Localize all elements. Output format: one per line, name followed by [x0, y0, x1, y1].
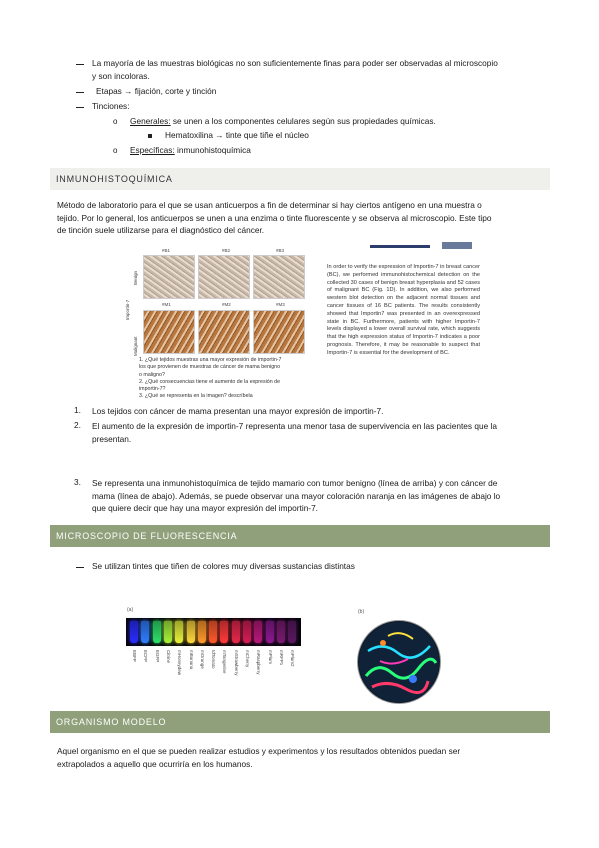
question-line: o maligno?: [139, 371, 165, 378]
answer-2: [92, 420, 544, 445]
answer-number: 2.: [74, 420, 81, 430]
modelo-line: extrapolados a aquello que ocurriría en los humanos.: [57, 758, 253, 769]
sub-hematoxilina: Hematoxilina → tinte que tiñe el núcleo: [165, 130, 309, 140]
fluorescent-vial: [254, 621, 262, 643]
sub-especificas: [130, 145, 251, 156]
vial-label: mPlum: [267, 650, 273, 665]
vial-label: ECFP: [143, 650, 149, 663]
fluorescent-vial: [277, 621, 285, 643]
vial-label: mHoneydew: [177, 650, 183, 676]
intro-line-3: Etapas → fijación, corte y tinción: [96, 86, 217, 96]
circle-bullet-icon: o: [113, 146, 118, 155]
ihc-tile-malignant-2: [198, 310, 250, 354]
sub-generales-text: se unen a los componentes celulares según sus propiedades químicas.: [170, 116, 436, 126]
dash-bullet-icon: [76, 567, 84, 568]
fig-b-label: (b): [358, 609, 365, 615]
fluorescent-vial: [164, 621, 172, 643]
answer-line: que quiere decir que hay una mayor expresión del importin-7.: [92, 503, 318, 513]
fluorescent-vial: [198, 621, 206, 643]
side-label-benign: Benign: [133, 270, 138, 285]
fluorescent-vial: [209, 621, 217, 643]
question-line: 1. ¿Qué tejidos muestras una mayor expresión de importin-7: [139, 357, 282, 363]
vial-label: mOrange: [199, 650, 205, 669]
section-title: ORGANISMO MODELO: [56, 717, 167, 727]
journal-logo-mark: [442, 242, 472, 249]
inmuno-paragraph: [57, 199, 547, 237]
vial-label: mRaspberry: [256, 650, 262, 675]
answer-line: mama (línea de abajo). Además, se puede observar una mayor coloración naranja en las imágenes de abajo lo: [92, 490, 501, 501]
modelo-paragraph: [57, 745, 547, 770]
answer-1: [92, 405, 544, 418]
modelo-line: Aquel organismo en el que se pueden realizar estudios y experimentos y los resultados obtenidos puedan ser: [57, 746, 461, 756]
section-header-fluor: [50, 525, 550, 547]
question-line: importin-7?: [139, 386, 166, 393]
intro-line-4: Tinciones:: [92, 101, 130, 111]
vial-label: mTangerine: [222, 650, 228, 674]
ihc-tile-malignant-1: [143, 310, 195, 354]
dash-bullet-icon: [76, 64, 84, 65]
intro-line-2: y son incoloras.: [92, 71, 150, 81]
sub-generales-label: Generales:: [130, 116, 171, 126]
fluorescent-vial: [187, 621, 195, 643]
fluorescent-vial: [232, 621, 240, 643]
vial-label: Citrine: [165, 650, 171, 664]
vial-label: tdTomato: [211, 650, 217, 669]
answer-line: El aumento de la expresión de importin-7 representa una menor tasa de supervivencia en las pacientes que la: [92, 421, 497, 431]
vial-label: mRFP1: [278, 650, 284, 666]
answer-line: presentan.: [92, 433, 132, 444]
answer-line: Los tejidos con cáncer de mama presentan una mayor expresión de importin-7.: [92, 406, 384, 416]
sub-especificas-text: inmunohistoquímica: [174, 145, 251, 155]
vial-label: mBanana: [188, 650, 194, 670]
fluorescent-vial: [141, 621, 149, 643]
tile-label: #M1: [162, 302, 171, 307]
square-bullet-icon: [148, 134, 152, 138]
fluorescent-vial: [220, 621, 228, 643]
dash-bullet-icon: [76, 107, 84, 108]
fluorescent-vial: [266, 621, 274, 643]
fluorescent-vial: [153, 621, 161, 643]
tile-label: #B3: [276, 248, 285, 253]
vial-label: mPlum2: [290, 650, 296, 667]
journal-logo-bar: [370, 245, 430, 248]
fluorescent-vial: [288, 621, 296, 643]
fluorescent-vial: [243, 621, 251, 643]
fluorescent-petri-dish-image: [357, 620, 441, 704]
figure-questions: [139, 357, 282, 401]
side-label-malignant: Malignant: [133, 336, 138, 356]
answer-number: 3.: [74, 477, 81, 487]
sub-especificas-label: Específicas:: [130, 145, 175, 155]
fluorescent-vials-image: [126, 618, 301, 646]
answer-number: 1.: [74, 405, 81, 415]
inmuno-line: Método de laboratorio para el que se usan anticuerpos a fin de determinar si hay ciertos antígeno en una muestra o: [57, 200, 482, 210]
question-line: 2. ¿Qué consecuencias tiene el aumento de la expresión de: [139, 378, 281, 385]
question-line: 3. ¿Qué se representa en la imagen? descríbela: [139, 393, 253, 400]
section-header-modelo: [50, 711, 550, 733]
ihc-tile-benign-3: [253, 255, 305, 299]
fluor-bullet: Se utilizan tintes que tiñen de colores muy diversas sustancias distintas: [92, 561, 355, 571]
fluorescent-vial: [175, 621, 183, 643]
dash-bullet-icon: [76, 92, 84, 93]
answer-line: Se representa una inmunohistoquímica de tejido mamario con tumor benigno (línea de arriba) y con cáncer de: [92, 478, 498, 488]
answer-3: [92, 477, 544, 515]
vial-label: EBFP: [132, 650, 137, 662]
fluorescent-vial: [130, 621, 138, 643]
vial-label: mCherry: [245, 650, 250, 668]
section-header-inmuno: [50, 168, 550, 190]
circle-bullet-icon: o: [113, 117, 118, 126]
section-title: MICROSCOPIO DE FLUORESCENCIA: [56, 531, 238, 541]
tile-label: #M3: [276, 302, 285, 307]
ihc-tile-malignant-3: [253, 310, 305, 354]
ihc-tile-benign-1: [143, 255, 195, 299]
section-title: INMUNOHISTOQUÍMICA: [56, 174, 173, 184]
ihc-tile-benign-2: [198, 255, 250, 299]
sub-generales: [130, 116, 436, 127]
inmuno-line: tejido. Por lo general, los anticuerpos se unen a una enzima o tinte fluorescente y se observa al microscopio. Este tipo: [57, 212, 492, 223]
fig-a-label: (a): [127, 607, 134, 613]
tile-label: #M2: [222, 302, 231, 307]
abstract-text: In order to verify the expression of Importin-7 in breast cancer (BC), we performed immunohistochemical detection on the collected 30 cases of benign breast hyperplasia and 52 cases of malignant BC (Fig. 1D). In addition, we also performed western blot detection on the adjacent normal tissues and cancer tissues of 16 BC patients. The results consistently showed that Importin7 was presented in an overexpressed state in BC. Furthermore, patients with higher Importin-7 levels displayed a lower overall survival rate, which suggests that the high expression status of Importin-7 indicates a poor prognosis. Therefore, it may be reasonable to suspect that Importin-7 is essential for the development of BC.: [327, 264, 480, 356]
inmuno-line: de tinción suele utilizarse para el diagnóstico del cáncer.: [57, 225, 265, 235]
vial-label: mStrawberry: [233, 650, 239, 676]
tile-label: #B2: [222, 248, 231, 253]
vial-label: EGFP: [154, 650, 160, 663]
intro-line-1: La mayoría de las muestras biológicas no son suficientemente finas para poder ser observadas al microscopio: [92, 58, 498, 68]
ihc-figure: [125, 240, 480, 403]
question-line: los que provienen de muestras de cáncer de mama benigno: [139, 364, 281, 371]
side-label-importin: Importin-7: [125, 299, 130, 320]
tile-label: #B1: [162, 248, 171, 253]
